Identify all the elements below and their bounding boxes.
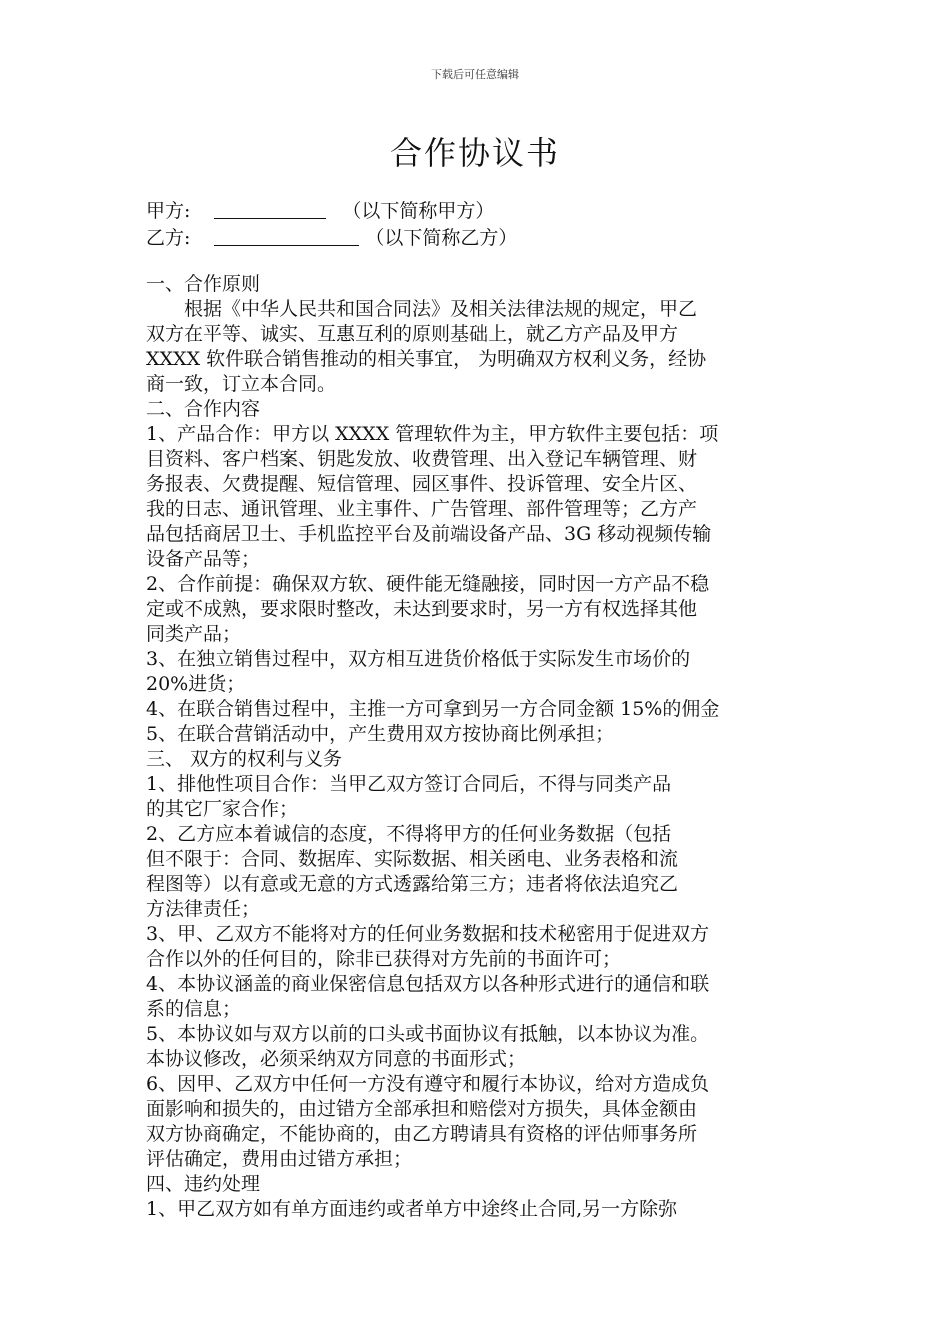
body-line: 方法律责任；: [146, 898, 261, 920]
body-line: 我的日志、通讯管理、业主事件、广告管理、部件管理等；乙方产: [146, 498, 698, 520]
document-title: 合作协议书: [389, 134, 560, 172]
party-b-blank[interactable]: [214, 225, 359, 246]
body-line: 双方在平等、诚实、互惠互利的原则基础上，就乙方产品及甲方: [146, 323, 679, 345]
body-line: 面影响和损失的，由过错方全部承担和赔偿对方损失，具体金额由: [146, 1098, 698, 1120]
body-line: 20%进货；: [146, 673, 246, 695]
body-line: 设备产品等；: [146, 548, 261, 570]
body-line: 的其它厂家合作；: [146, 798, 299, 820]
party-a-label: 甲方:: [146, 200, 191, 222]
section-heading: 二、合作内容: [146, 398, 261, 420]
body-line: 1、排他性项目合作：当甲乙双方签订合同后，不得与同类产品: [146, 773, 672, 795]
body-line: 商一致，订立本合同。: [146, 373, 337, 395]
body-line: 务报表、欠费提醒、短信管理、园区事件、投诉管理、安全片区、: [146, 473, 698, 495]
party-a-blank[interactable]: [214, 198, 326, 219]
body-line: 定或不成熟，要求限时整改，未达到要求时，另一方有权选择其他: [146, 598, 698, 620]
party-b-suffix: （以下简称乙方）: [365, 227, 518, 249]
body-line: 品包括商居卫士、手机监控平台及前端设备产品、3G 移动视频传输: [146, 523, 712, 545]
body-line: 3、在独立销售过程中，双方相互进货价格低于实际发生市场价的: [146, 648, 691, 670]
party-b-label: 乙方:: [146, 227, 191, 249]
page-header-note: 下载后可任意编辑: [431, 68, 519, 81]
body-line: 同类产品；: [146, 623, 242, 645]
party-a-suffix: （以下简称甲方）: [342, 200, 495, 222]
body-line: 根据《中华人民共和国合同法》及相关法律法规的规定，甲乙: [184, 298, 698, 320]
body-line: 但不限于：合同、数据库、实际数据、相关函电、业务表格和流: [146, 848, 679, 870]
body-line: 2、合作前提：确保双方软、硬件能无缝融接，同时因一方产品不稳: [146, 573, 710, 595]
body-line: 目资料、客户档案、钥匙发放、收费管理、出入登记车辆管理、财: [146, 448, 698, 470]
body-line: 6、因甲、乙双方中任何一方没有遵守和履行本协议，给对方造成负: [146, 1073, 710, 1095]
section-heading: 四、违约处理: [146, 1173, 261, 1195]
document-body: [146, 272, 806, 1222]
body-line: 3、甲、乙双方不能将对方的任何业务数据和技术秘密用于促进双方: [146, 923, 710, 945]
body-line: 系的信息；: [146, 998, 242, 1020]
section-heading: 三、 双方的权利与义务: [146, 748, 343, 770]
section-heading: 一、合作原则: [146, 273, 261, 295]
party-a-line: [146, 198, 826, 225]
parties-block: [146, 198, 826, 252]
body-line: 评估确定，费用由过错方承担；: [146, 1148, 413, 1170]
body-line: XXXX 软件联合销售推动的相关事宜， 为明确双方权利义务，经协: [146, 348, 707, 370]
body-line: 4、本协议涵盖的商业保密信息包括双方以各种形式进行的通信和联: [146, 973, 710, 995]
body-line: 合作以外的任何目的，除非已获得对方先前的书面许可；: [146, 948, 622, 970]
body-line: 2、乙方应本着诚信的态度，不得将甲方的任何业务数据（包括: [146, 823, 672, 845]
body-line: 程图等）以有意或无意的方式透露给第三方；违者将依法追究乙: [146, 873, 679, 895]
body-line: 5、本协议如与双方以前的口头或书面协议有抵触，以本协议为准。: [146, 1023, 710, 1045]
body-line: 本协议修改，必须采纳双方同意的书面形式；: [146, 1048, 527, 1070]
body-line: 1、产品合作：甲方以 XXXX 管理软件为主，甲方软件主要包括：项: [146, 423, 719, 445]
body-line: 双方协商确定，不能协商的，由乙方聘请具有资格的评估师事务所: [146, 1123, 698, 1145]
party-b-line: [146, 225, 826, 252]
body-line: 5、在联合营销活动中，产生费用双方按协商比例承担；: [146, 723, 615, 745]
body-line: 4、在联合销售过程中，主推一方可拿到另一方合同金额 15%的佣金: [146, 698, 720, 720]
body-line: 1、甲乙双方如有单方面违约或者单方中途终止合同,另一方除弥: [146, 1198, 678, 1220]
